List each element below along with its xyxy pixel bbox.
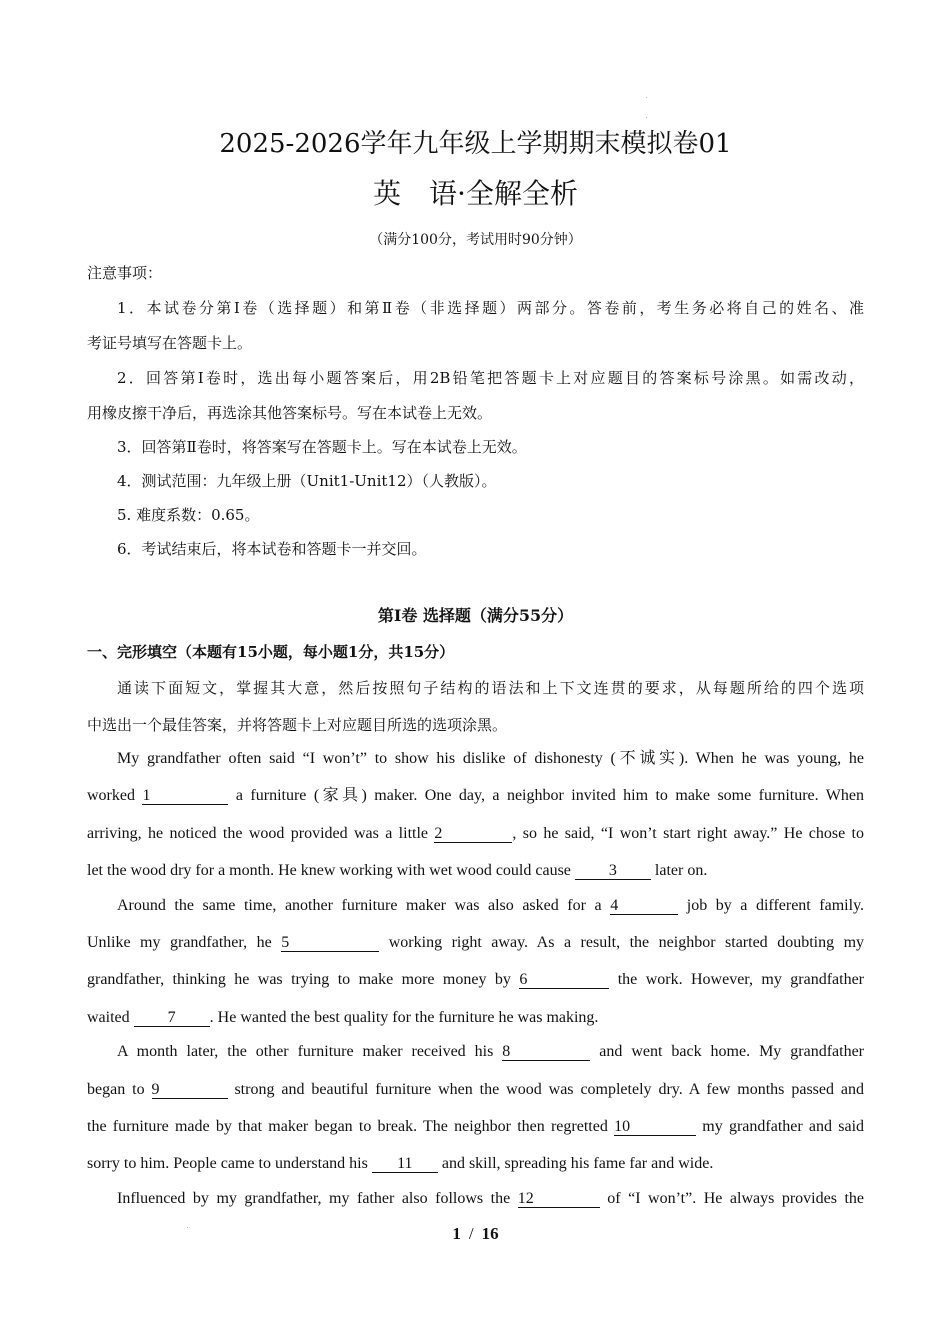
passage-text: job by a different family. [686, 897, 865, 914]
passage-text: Influenced by my grandfather, my father also follows the [117, 1190, 511, 1207]
note-4: 4．测试范围：九年级上册（Unit1-Unit12）（人教版）。 [117, 472, 497, 490]
note-3: 3．回答第Ⅱ卷时，将答案写在答题卡上。写在本试卷上无效。 [117, 438, 527, 456]
passage-line [87, 1116, 864, 1138]
blank-10: 10 [614, 1118, 696, 1136]
blank-3: 3 [575, 862, 651, 880]
section-heading: 一、完形填空（本题有15小题，每小题1分，共15分） [87, 643, 455, 661]
passage-text: of “I won’t”. He always provides the [607, 1190, 865, 1207]
passage-line [87, 1007, 864, 1029]
passage-line: My grandfather often said “I won’t” to show his dislike of dishonesty (不诚实). When he was young, he [117, 750, 864, 767]
passage-text: worked [87, 787, 135, 804]
passage-text: arriving, he noticed the wood provided was a little [87, 825, 429, 842]
document-title: 2025-2026学年九年级上学期期末模拟卷01 [219, 129, 732, 159]
passage-text: Unlike my grandfather, he [87, 934, 272, 951]
passage-text: , so he said, “I won’t start right away.” He chose to [512, 825, 865, 842]
passage-line [87, 895, 864, 917]
passage-text: strong and beautiful furniture when the wood was completely dry. A few months passed and [234, 1081, 865, 1098]
passage-text: the work. However, my grandfather [617, 971, 865, 988]
passage-text: my grandfather and said [702, 1118, 865, 1135]
scan-speck [646, 97, 647, 98]
passage-line [87, 1188, 864, 1210]
document-page [87, 0, 864, 1344]
passage-text: sorry to him. People came to understand his [87, 1155, 368, 1172]
passage-text: later on. [654, 862, 708, 879]
page-separator: / [468, 1224, 474, 1243]
scan-speck [646, 117, 647, 118]
passage-text: . He wanted the best quality for the furniture he was making. [209, 1009, 599, 1026]
passage-text: A month later, the other furniture maker received his [117, 1043, 494, 1060]
blank-5: 5 [281, 934, 379, 952]
note-2-line-1: 2．回答第Ⅰ卷时，选出每小题答案后，用2B铅笔把答题卡上对应题目的答案标号涂黑。如需改动， [117, 369, 864, 387]
blank-12: 12 [518, 1190, 600, 1208]
blank-7: 7 [134, 1009, 210, 1027]
passage-text: the furniture made by that maker began to break. The neighbor then regretted [87, 1118, 608, 1135]
passage-line [87, 785, 864, 807]
note-5: 5. 难度系数：0.65。 [117, 506, 260, 524]
passage-text: Around the same time, another furniture maker was also asked for a [117, 897, 602, 914]
passage-text: began to [87, 1081, 145, 1098]
document-subtitle: 英 语·全解全析 [373, 177, 578, 210]
page-number [87, 1223, 864, 1245]
instruction-line-1: 通读下面短文，掌握其大意，然后按照句子结构的语法和上下文连贯的要求，从每题所给的四个选项 [117, 679, 864, 697]
blank-9: 9 [152, 1081, 228, 1099]
passage-line [87, 1153, 864, 1175]
passage-text: working right away. As a result, the neighbor started doubting my [388, 934, 865, 951]
note-6: 6．考试结束后，将本试卷和答题卡一并交回。 [117, 540, 427, 558]
note-1-line-2: 考证号填写在答题卡上。 [87, 334, 253, 352]
blank-11: 11 [372, 1155, 438, 1173]
scan-speck [187, 1227, 188, 1228]
blank-6: 6 [519, 971, 609, 989]
note-2-line-2: 用橡皮擦干净后，再选涂其他答案标号。写在本试卷上无效。 [87, 404, 493, 422]
note-1-line-1: 1．本试卷分第Ⅰ卷（选择题）和第Ⅱ卷（非选择题）两部分。答卷前，考生务必将自己的姓名、准 [117, 299, 864, 317]
exam-meta: （满分100分，考试用时90分钟） [369, 232, 582, 248]
passage-line [87, 1079, 864, 1101]
instruction-line-2: 中选出一个最佳答案，并将答题卡上对应题目所选的选项涂黑。 [87, 716, 508, 734]
passage-line [87, 969, 864, 991]
passage-line [87, 860, 864, 882]
blank-1: 1 [142, 787, 228, 805]
passage-line [87, 932, 864, 954]
passage-line [87, 823, 864, 845]
passage-text: a furniture (家具) maker. One day, a neighbor invited him to make some furniture. When [235, 787, 865, 804]
total-pages: 16 [481, 1224, 499, 1243]
passage-text: waited [87, 1009, 130, 1026]
current-page: 1 [452, 1224, 461, 1243]
blank-8: 8 [502, 1043, 590, 1061]
passage-text: and skill, spreading his fame far and wide. [441, 1155, 714, 1172]
part-one-title: 第Ⅰ卷 选择题（满分55分） [377, 606, 574, 625]
passage-text: grandfather, thinking he was trying to make more money by [87, 971, 511, 988]
blank-2: 2 [434, 825, 512, 843]
passage-text: and went back home. My grandfather [599, 1043, 864, 1060]
blank-4: 4 [610, 897, 678, 915]
passage-line [87, 1041, 864, 1063]
notes-heading: 注意事项： [87, 264, 163, 282]
passage-text: let the wood dry for a month. He knew working with wet wood could cause [87, 862, 571, 879]
